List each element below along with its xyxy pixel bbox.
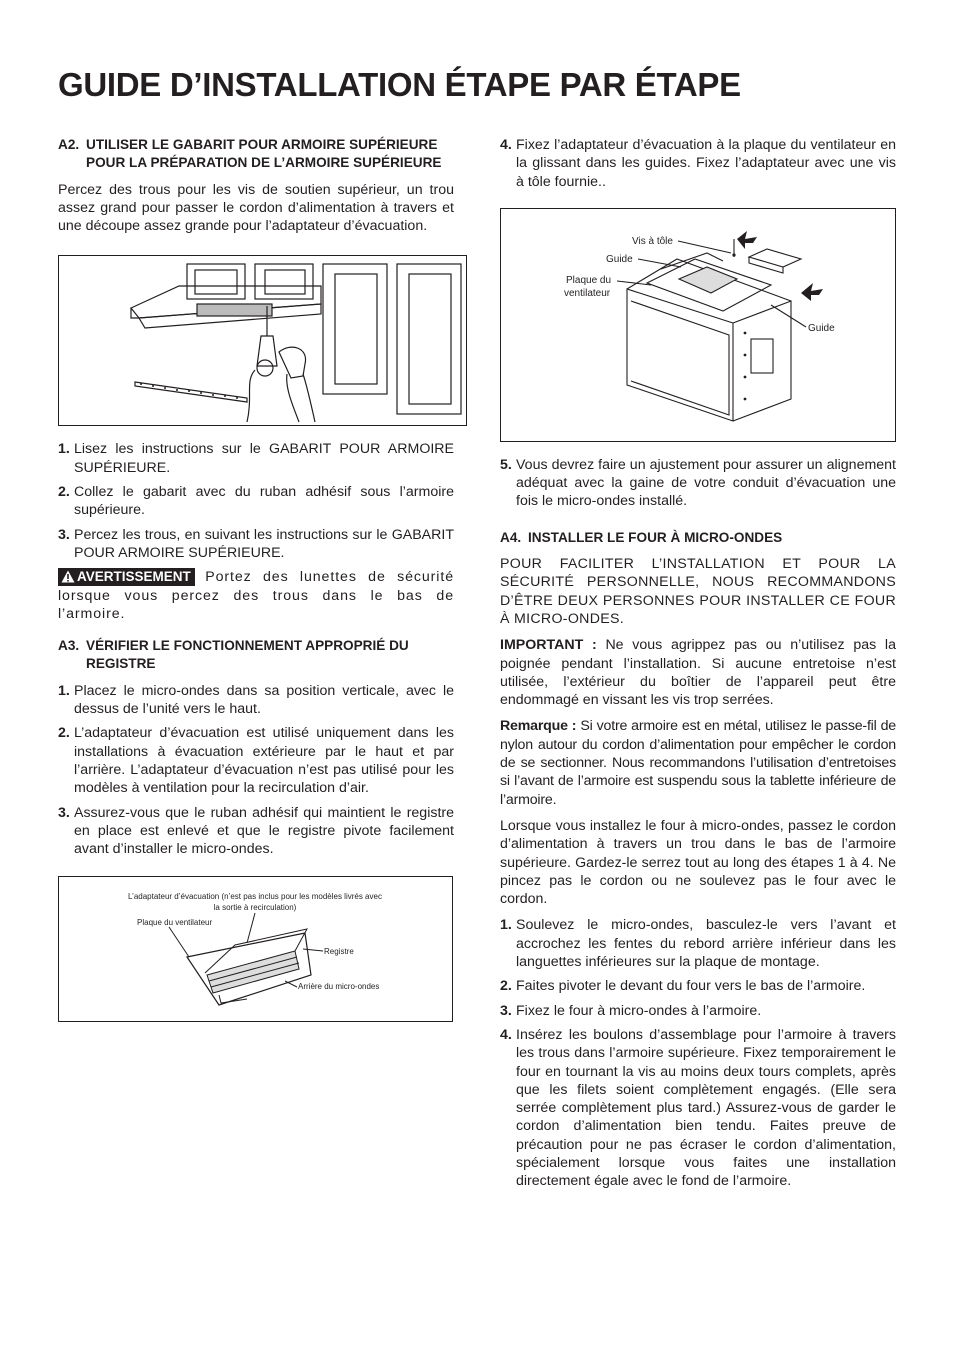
section-a3-step5: [500, 456, 896, 511]
section-a2-heading: [58, 136, 454, 173]
section-a3-steps: [58, 682, 454, 859]
label-fan-plate-line1: Plaque du: [566, 274, 612, 286]
list-item: 3. Fixez le four à micro-ondes à l’armoire.: [500, 1002, 762, 1019]
warning-text: Portez des lunettes de sécurité lorsque vous percez des trous dans le bas de l’armoire.: [58, 569, 454, 622]
list-item: 2. L’adaptateur d’évacuation est utilisé uniquement dans les installations à évacuation extérieure par le haut et par l’arrière. L’adaptateur d’évacuation n’est pas utilisé pour les modèles à ventilation pour la recirculation d’air.: [58, 725, 454, 797]
damper-illustration: [59, 877, 452, 1021]
list-item: 1. Lisez les instructions sur le GABARIT POUR ARMOIRE SUPÉRIEURE.: [58, 441, 454, 476]
label-screw: Vis à tôle: [632, 235, 673, 247]
section-a3-heading: [58, 637, 454, 674]
note-paragraph: [500, 717, 896, 808]
page-title: GUIDE D’INSTALLATION ÉTAPE PAR ÉTAPE: [58, 66, 741, 103]
list-item: 2. Collez le gabarit avec du ruban adhésif sous l’armoire supérieure.: [58, 484, 454, 519]
label-adapter-line1: L’adaptateur d’évacuation (n’est pas inclus pour les modèles livrés avec: [128, 892, 382, 902]
list-item: 4. Fixez l’adaptateur d’évacuation à la plaque du ventilateur en la glissant dans les guides. Fixez l’adaptateur avec une vis à tôle fournie..: [500, 137, 896, 190]
label-guide-top: Guide: [606, 253, 633, 265]
note-label: Remarque :: [500, 718, 577, 735]
section-a4-paragraph: Lorsque vous installez le four à micro-ondes, passez le cordon d’alimentation à travers un trou dans le bas de l’armoire supérieure. Gardez-le serrez tout au long des étapes 1 à 4. Ne pincez pas le cordon ou ne soulevez pas le four avec le cordon.: [500, 817, 896, 908]
label-rear: Arrière du micro-ondes: [298, 982, 380, 992]
list-item: 5. Vous devrez faire un ajustement pour assurer un alignement adéquat avec la gaine de votre conduit d’évacuation une fois le micro-ondes installé.: [500, 456, 896, 510]
important-label: IMPORTANT :: [500, 637, 597, 654]
section-a4-intro: POUR FACILITER L’INSTALLATION ET POUR LA SÉCURITÉ PERSONNELLE, NOUS RECOMMANDONS D’ÊTRE DEUX PERSONNES POUR INSTALLER CE FOUR À MICRO-ONDES.: [500, 556, 896, 627]
warning-badge: AVERTISSEMENT: [58, 568, 195, 586]
figure-cabinet-template: [58, 255, 467, 426]
section-number: A4.: [500, 529, 522, 545]
section-number: A2.: [58, 137, 80, 152]
vent-adapter-illustration: [501, 209, 895, 441]
section-title: VÉRIFIER LE FONCTIONNEMENT APPROPRIÉ DU REGISTRE: [86, 638, 409, 672]
list-item: 1. Placez le micro-ondes dans sa position verticale, avec le dessus de l’unité vers le haut.: [58, 682, 454, 718]
important-paragraph: [500, 636, 896, 709]
list-item: 2. Faites pivoter le devant du four vers le bas de l’armoire.: [500, 978, 866, 995]
list-item: 4. Insérez les boulons d’assemblage pour l’armoire à travers les trous dans l’armoire supérieure. Fixez temporairement le four en tournant la vis au moins deux tours complets, après que les filets soient complètement engagés. (Elle sera serrée complètement plus tard.) Assurez-vous de garder le cordon d’alimentation bien tendu. Faites preuve de précaution pour ne pas écraser le cordon d’alimentation, spécialement lorsque vous faites une installation directement égale avec le fond de l’armoire.: [500, 1026, 896, 1190]
warning-paragraph: [58, 568, 454, 623]
list-item: 1. Soulevez le micro-ondes, basculez-le vers l’avant et accrochez les fentes du rebord arrière inférieur dans les languettes inférieures sur la plaque de montage.: [500, 917, 896, 971]
figure-vent-adapter: [500, 208, 896, 442]
list-item: 3. Assurez-vous que le ruban adhésif qui maintient le registre en place est enlevé et que le registre pivote facilement avant d’installer le micro-ondes.: [58, 804, 454, 858]
label-adapter-line2: la sortie à recirculation): [213, 903, 297, 913]
cabinet-drilling-illustration: [59, 256, 466, 425]
section-title: INSTALLER LE FOUR À MICRO-ONDES: [528, 529, 783, 545]
section-a4-heading: [500, 529, 896, 547]
section-a2-steps: [58, 440, 454, 562]
warning-triangle-icon: [61, 570, 75, 583]
important-text: Ne vous agrippez pas ou n’utilisez pas la poignée pendant l’installation. Si aucune entretoise n’est utilisée, l’extérieur du boîtier de l’appareil peut être endommagé en vissant les vis trop serrées.: [500, 637, 896, 709]
right-column: [500, 136, 896, 1197]
figure-damper: [58, 876, 453, 1022]
section-title: UTILISER LE GABARIT POUR ARMOIRE SUPÉRIEURE POUR LA PRÉPARATION DE L’ARMOIRE SUPÉRIEURE: [86, 137, 442, 171]
left-column: [58, 136, 454, 1022]
note-text: Si votre armoire est en métal, utilisez le passe-fil de nylon autour du cordon d’alimentation pour empêcher le cordon de se sectionner. Nous recommandons l’utilisation d’entretoises si l’avant de l’armoire est suspendu sous la tablette inférieure de l’armoire.: [500, 718, 896, 808]
label-guide-right: Guide: [808, 322, 835, 334]
label-fan-plate-line2: ventilateur: [564, 287, 611, 299]
section-a3-steps-continued: [500, 136, 896, 191]
list-item: 3. Percez les trous, en suivant les instructions sur le GABARIT POUR ARMOIRE SUPÉRIEURE.: [58, 526, 454, 561]
label-damper: Registre: [324, 947, 354, 957]
section-a4-steps: [500, 916, 896, 1190]
section-number: A3.: [58, 638, 80, 654]
section-a2-intro: Percez des trous pour les vis de soutien supérieur, un trou assez grand pour passer le cordon d’alimentation à travers et une découpe assez grande pour l’adaptateur d’évacuation.: [58, 181, 454, 235]
label-fan-plate: Plaque du ventilateur: [137, 918, 213, 928]
